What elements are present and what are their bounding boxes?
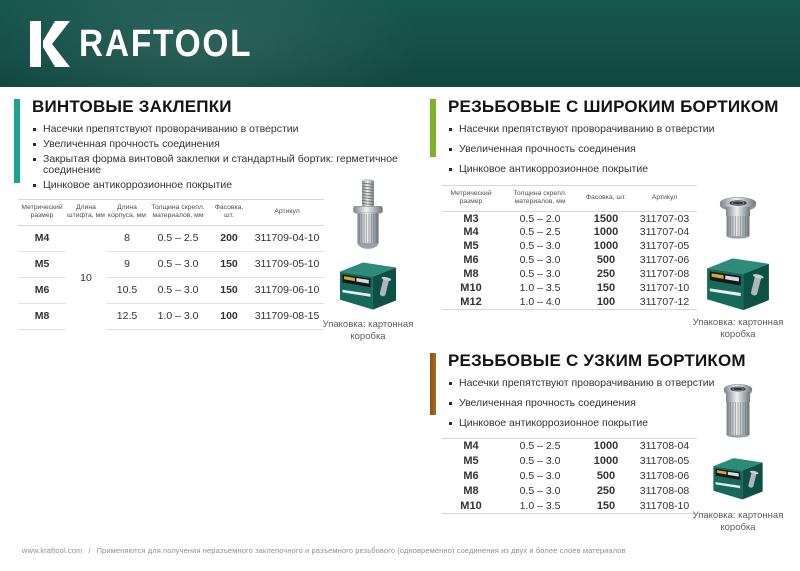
table-row [442, 484, 697, 499]
cell-pack: 100 [580, 295, 632, 309]
cell-pack: 500 [596, 254, 616, 267]
table-row [442, 281, 697, 295]
narrow-flange-images [692, 383, 784, 533]
cell-grip: 0.5 – 2.0 [519, 212, 561, 225]
list-item: Увеличенная прочность соединения [32, 139, 414, 150]
cell-grip: 0.5 – 3.0 [519, 455, 561, 467]
spec-table-narrow-flange [442, 438, 697, 514]
table-row [442, 225, 697, 239]
list-item: Закрытая форма винтовой заклепки и стандартный бортик: герметичное соединение [32, 154, 414, 176]
col-header: Метрический размер [442, 186, 500, 212]
cell-size: M10 [442, 499, 500, 514]
cell-grip: 1.0 – 3.5 [519, 282, 561, 295]
cell-sku: 311709-08-15 [250, 303, 324, 329]
list-item: Насечки препятствуют проворачиванию в отверстии [448, 378, 795, 389]
section-title-screw-rivets: ВИНТОВЫЕ ЗАКЛЕПКИ [32, 97, 232, 116]
cell-sku: 311709-06-10 [250, 277, 324, 303]
cell-sku: 311708-08 [639, 485, 690, 497]
rivet-nut-wide-photo [717, 196, 759, 244]
table-row [18, 225, 324, 251]
cell-pack: 1000 [593, 226, 619, 239]
footer [22, 546, 782, 555]
website-link[interactable]: www.kraftool.com [22, 546, 83, 555]
cell-sku: 311707-05 [639, 240, 690, 253]
cell-size: M8 [463, 485, 479, 497]
cell-grip: 1.0 – 3.5 [500, 499, 580, 514]
cell-pack: 150 [208, 251, 250, 277]
col-header: Артикул [250, 200, 324, 226]
cell-size: M5 [463, 455, 479, 467]
cell-sku: 311707-04 [639, 226, 690, 239]
cell-size: M6 [463, 470, 479, 482]
cell-size: M4 [463, 226, 479, 239]
list-item: Увеличенная прочность соединения [448, 144, 795, 155]
col-header: Длина штифта, мм [66, 200, 106, 226]
cell-sku: 311709-04-10 [250, 225, 324, 251]
cell-body-length: 10.5 [106, 277, 148, 303]
carton-box-photo [700, 252, 776, 312]
table-row [442, 454, 697, 469]
cell-size: M4 [442, 439, 500, 454]
table-row [442, 439, 697, 454]
rivet-nut-narrow-photo [716, 383, 760, 443]
cell-pack: 250 [596, 485, 616, 497]
cell-pack: 200 [208, 225, 250, 251]
wide-flange-images [692, 196, 784, 340]
cell-size: M6 [18, 277, 66, 303]
cell-grip: 0.5 – 3.0 [148, 277, 208, 303]
cell-grip: 0.5 – 3.0 [519, 470, 561, 482]
accent-bar-brown [430, 353, 436, 415]
col-header: Длина корпуса, мм [106, 200, 148, 226]
screw-rivet-images [320, 177, 416, 342]
section-title-wide-flange: РЕЗЬБОВЫЕ С ШИРОКИМ БОРТИКОМ [448, 97, 779, 116]
table-row [442, 239, 697, 253]
cell-grip: 0.5 – 3.0 [519, 240, 561, 253]
cell-size: M12 [442, 295, 500, 309]
table-row [18, 303, 324, 329]
cell-sku: 311707-12 [632, 295, 697, 309]
list-item: Цинковое антикоррозионное покрытие [32, 180, 414, 191]
cell-sku: 311708-05 [639, 455, 690, 467]
cell-grip: 0.5 – 3.0 [519, 485, 561, 497]
table-header-row [18, 200, 324, 226]
cell-sku: 311707-06 [639, 254, 690, 267]
col-header: Артикул [632, 186, 697, 212]
cell-pack: 1000 [580, 439, 632, 454]
logo-text: RAFTOOL [79, 22, 253, 65]
cell-size: M5 [18, 251, 66, 277]
list-item: Цинковое антикоррозионное покрытие [448, 164, 795, 175]
cell-pack: 150 [596, 282, 616, 295]
col-header: Метрический размер [18, 200, 66, 226]
table-row [18, 277, 324, 303]
cell-size: M8 [18, 303, 66, 329]
packaging-caption: Упаковка: картонная коробка [692, 317, 784, 340]
cell-grip: 0.5 – 2.5 [148, 225, 208, 251]
table-row [442, 253, 697, 267]
accent-bar-teal [14, 99, 20, 183]
cell-sku: 311709-05-10 [250, 251, 324, 277]
carton-box-photo [335, 254, 401, 314]
cell-grip: 0.5 – 2.5 [500, 439, 580, 454]
accent-bar-green [430, 99, 436, 157]
cell-grip: 0.5 – 2.5 [519, 226, 561, 239]
section-title-narrow-flange: РЕЗЬБОВЫЕ С УЗКИМ БОРТИКОМ [448, 351, 746, 370]
header-banner [0, 0, 800, 87]
cell-grip: 1.0 – 3.0 [148, 303, 208, 329]
cell-pin-length: 10 [80, 271, 92, 284]
list-item: Насечки препятствуют проворачиванию в отверстии [32, 124, 414, 135]
cell-sku: 311708-10 [632, 499, 697, 514]
cell-grip: 0.5 – 3.0 [519, 254, 561, 267]
table-row [442, 469, 697, 484]
cell-body-length: 9 [106, 251, 148, 277]
list-item: Насечки препятствуют проворачиванию в отверстии [448, 124, 795, 135]
cell-sku: 311708-04 [632, 439, 697, 454]
cell-size: M4 [18, 225, 66, 251]
table-row [442, 295, 697, 309]
cell-pack: 500 [596, 470, 616, 482]
packaging-caption: Упаковка: картонная коробка [692, 510, 784, 533]
table-header-row [442, 186, 697, 212]
cell-grip: 0.5 – 3.0 [519, 268, 561, 281]
kraftool-k-icon [30, 21, 74, 67]
list-item: Увеличенная прочность соединения [448, 398, 795, 409]
kraftool-logo [30, 21, 276, 67]
list-item: Цинковое антикоррозионное покрытие [448, 418, 795, 429]
cell-pack: 1000 [593, 455, 619, 467]
col-header: Фасовка, шт. [580, 186, 632, 212]
cell-pack: 250 [596, 268, 616, 281]
cell-pack: 150 [208, 277, 250, 303]
footer-separator: / [88, 546, 91, 555]
cell-pack: 1000 [593, 240, 619, 253]
cell-size: M8 [463, 268, 479, 281]
cell-pack: 1500 [593, 212, 619, 225]
cell-pack: 150 [580, 499, 632, 514]
cell-size: M3 [463, 212, 479, 225]
col-header: Толщина скрепл. материалов, мм [500, 186, 580, 212]
packaging-caption: Упаковка: картонная коробка [322, 319, 414, 342]
col-header: Фасовка, шт. [208, 200, 250, 226]
feature-list [448, 124, 795, 175]
cell-grip: 0.5 – 3.0 [148, 251, 208, 277]
cell-sku: 311708-06 [639, 470, 690, 482]
table-row [442, 499, 697, 514]
cell-body-length: 8 [106, 225, 148, 251]
table-row [18, 251, 324, 277]
col-header: Толщина скрепл. материалов, мм [148, 200, 208, 226]
cell-sku: 311707-03 [639, 212, 690, 225]
cell-size: M10 [460, 282, 482, 295]
table-row [442, 211, 697, 225]
spec-table-wide-flange [442, 185, 697, 310]
cell-body-length: 12.5 [106, 303, 148, 329]
cell-sku: 311707-10 [639, 282, 690, 295]
footer-note: Применяются для получения неразъемного заклепочного и разъемного резьбового (одновременно) соединения из двух и более слоев материалов [96, 546, 626, 555]
spec-table-screw-rivets [18, 199, 324, 330]
cell-grip: 1.0 – 4.0 [500, 295, 580, 309]
cell-sku: 311707-08 [639, 268, 690, 281]
cell-pack: 100 [208, 303, 250, 329]
screw-rivet-photo [340, 177, 396, 251]
table-row [442, 267, 697, 281]
cell-size: M5 [463, 240, 479, 253]
cell-size: M6 [463, 254, 479, 267]
carton-box-photo [709, 449, 767, 505]
